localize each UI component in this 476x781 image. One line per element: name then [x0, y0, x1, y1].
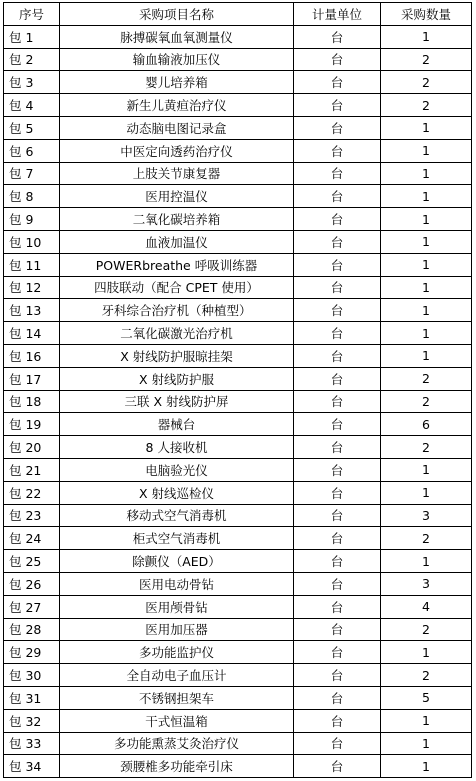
quantity-cell: 2	[381, 390, 472, 413]
quantity-cell: 1	[381, 344, 472, 367]
item-name-cell: 二氧化碳培养箱	[60, 208, 294, 231]
quantity-cell: 1	[381, 458, 472, 481]
header-item-name: 采购项目名称	[60, 3, 294, 26]
serial-no-cell: 包 17	[4, 367, 60, 390]
table-row	[4, 48, 472, 71]
quantity-cell: 1	[381, 481, 472, 504]
item-name-cell: 移动式空气消毒机	[60, 504, 294, 527]
table-row	[4, 732, 472, 755]
quantity-cell: 1	[381, 116, 472, 139]
table-row	[4, 755, 472, 778]
serial-no-cell: 包 13	[4, 299, 60, 322]
unit-cell: 台	[294, 276, 381, 299]
unit-cell: 台	[294, 527, 381, 550]
item-name-cell: 干式恒温箱	[60, 709, 294, 732]
unit-cell: 台	[294, 230, 381, 253]
serial-no-cell: 包 16	[4, 344, 60, 367]
serial-no-cell: 包 26	[4, 572, 60, 595]
unit-cell: 台	[294, 208, 381, 231]
unit-cell: 台	[294, 618, 381, 641]
table-row	[4, 116, 472, 139]
item-name-cell: X 射线防护服晾挂架	[60, 344, 294, 367]
quantity-cell: 1	[381, 299, 472, 322]
serial-no-cell: 包 21	[4, 458, 60, 481]
unit-cell: 台	[294, 344, 381, 367]
serial-no-cell: 包 29	[4, 641, 60, 664]
table-row	[4, 185, 472, 208]
unit-cell: 台	[294, 664, 381, 687]
quantity-cell: 3	[381, 572, 472, 595]
unit-cell: 台	[294, 116, 381, 139]
quantity-cell: 5	[381, 686, 472, 709]
quantity-cell: 1	[381, 322, 472, 345]
item-name-cell: 医用加压器	[60, 618, 294, 641]
item-name-cell: 二氧化碳激光治疗机	[60, 322, 294, 345]
quantity-cell: 2	[381, 527, 472, 550]
unit-cell: 台	[294, 550, 381, 573]
serial-no-cell: 包 14	[4, 322, 60, 345]
unit-cell: 台	[294, 322, 381, 345]
item-name-cell: 电脑验光仪	[60, 458, 294, 481]
table-row	[4, 230, 472, 253]
item-name-cell: 不锈钢担架车	[60, 686, 294, 709]
table-header	[4, 3, 472, 26]
quantity-cell: 2	[381, 48, 472, 71]
item-name-cell: 除颤仪（AED）	[60, 550, 294, 573]
unit-cell: 台	[294, 390, 381, 413]
header-serial-no: 序号	[4, 3, 60, 26]
table-row	[4, 322, 472, 345]
item-name-cell: 脉搏碳氧血氧测量仪	[60, 25, 294, 48]
item-name-cell: 医用颅骨钻	[60, 595, 294, 618]
serial-no-cell: 包 8	[4, 185, 60, 208]
quantity-cell: 1	[381, 755, 472, 778]
serial-no-cell: 包 9	[4, 208, 60, 231]
serial-no-cell: 包 2	[4, 48, 60, 71]
serial-no-cell: 包 30	[4, 664, 60, 687]
quantity-cell: 2	[381, 71, 472, 94]
item-name-cell: X 射线防护服	[60, 367, 294, 390]
item-name-cell: 血液加温仪	[60, 230, 294, 253]
table-row	[4, 504, 472, 527]
unit-cell: 台	[294, 641, 381, 664]
item-name-cell: 8 人接收机	[60, 436, 294, 459]
unit-cell: 台	[294, 572, 381, 595]
serial-no-cell: 包 18	[4, 390, 60, 413]
serial-no-cell: 包 11	[4, 253, 60, 276]
unit-cell: 台	[294, 504, 381, 527]
item-name-cell: 多功能监护仪	[60, 641, 294, 664]
item-name-cell: 牙科综合治疗机（种植型）	[60, 299, 294, 322]
quantity-cell: 1	[381, 732, 472, 755]
table-row	[4, 208, 472, 231]
quantity-cell: 1	[381, 253, 472, 276]
item-name-cell: 婴儿培养箱	[60, 71, 294, 94]
serial-no-cell: 包 10	[4, 230, 60, 253]
quantity-cell: 1	[381, 208, 472, 231]
table-row	[4, 25, 472, 48]
unit-cell: 台	[294, 94, 381, 117]
serial-no-cell: 包 23	[4, 504, 60, 527]
item-name-cell: 全自动电子血压计	[60, 664, 294, 687]
quantity-cell: 2	[381, 436, 472, 459]
table-row	[4, 709, 472, 732]
item-name-cell: 柜式空气消毒机	[60, 527, 294, 550]
quantity-cell: 1	[381, 25, 472, 48]
item-name-cell: POWERbreathe 呼吸训练器	[60, 253, 294, 276]
item-name-cell: 颈腰椎多功能牵引床	[60, 755, 294, 778]
quantity-cell: 6	[381, 413, 472, 436]
table-row	[4, 641, 472, 664]
serial-no-cell: 包 32	[4, 709, 60, 732]
table-row	[4, 299, 472, 322]
quantity-cell: 1	[381, 139, 472, 162]
procurement-table	[3, 2, 472, 778]
table-row	[4, 162, 472, 185]
table-row	[4, 436, 472, 459]
item-name-cell: 器械台	[60, 413, 294, 436]
unit-cell: 台	[294, 595, 381, 618]
serial-no-cell: 包 6	[4, 139, 60, 162]
table-row	[4, 367, 472, 390]
table-row	[4, 390, 472, 413]
table-row	[4, 344, 472, 367]
header-quantity: 采购数量	[381, 3, 472, 26]
quantity-cell: 1	[381, 550, 472, 573]
serial-no-cell: 包 27	[4, 595, 60, 618]
serial-no-cell: 包 34	[4, 755, 60, 778]
unit-cell: 台	[294, 436, 381, 459]
unit-cell: 台	[294, 481, 381, 504]
table-row	[4, 458, 472, 481]
item-name-cell: 三联 X 射线防护屏	[60, 390, 294, 413]
table-row	[4, 481, 472, 504]
serial-no-cell: 包 25	[4, 550, 60, 573]
unit-cell: 台	[294, 25, 381, 48]
item-name-cell: 四肢联动（配合 CPET 使用）	[60, 276, 294, 299]
table-row	[4, 71, 472, 94]
serial-no-cell: 包 28	[4, 618, 60, 641]
table-row	[4, 413, 472, 436]
table-row	[4, 664, 472, 687]
unit-cell: 台	[294, 162, 381, 185]
unit-cell: 台	[294, 413, 381, 436]
quantity-cell: 1	[381, 641, 472, 664]
serial-no-cell: 包 19	[4, 413, 60, 436]
quantity-cell: 3	[381, 504, 472, 527]
serial-no-cell: 包 20	[4, 436, 60, 459]
unit-cell: 台	[294, 732, 381, 755]
quantity-cell: 2	[381, 664, 472, 687]
unit-cell: 台	[294, 299, 381, 322]
serial-no-cell: 包 7	[4, 162, 60, 185]
unit-cell: 台	[294, 71, 381, 94]
serial-no-cell: 包 12	[4, 276, 60, 299]
quantity-cell: 1	[381, 709, 472, 732]
table-row	[4, 527, 472, 550]
quantity-cell: 4	[381, 595, 472, 618]
serial-no-cell: 包 22	[4, 481, 60, 504]
table-row	[4, 572, 472, 595]
unit-cell: 台	[294, 709, 381, 732]
table-row	[4, 686, 472, 709]
item-name-cell: X 射线巡检仪	[60, 481, 294, 504]
item-name-cell: 中医定向透药治疗仪	[60, 139, 294, 162]
serial-no-cell: 包 1	[4, 25, 60, 48]
serial-no-cell: 包 24	[4, 527, 60, 550]
table-row	[4, 618, 472, 641]
unit-cell: 台	[294, 755, 381, 778]
quantity-cell: 2	[381, 618, 472, 641]
unit-cell: 台	[294, 139, 381, 162]
header-unit: 计量单位	[294, 3, 381, 26]
serial-no-cell: 包 3	[4, 71, 60, 94]
item-name-cell: 医用控温仪	[60, 185, 294, 208]
serial-no-cell: 包 31	[4, 686, 60, 709]
table-row	[4, 94, 472, 117]
item-name-cell: 输血输液加压仪	[60, 48, 294, 71]
quantity-cell: 2	[381, 367, 472, 390]
table-row	[4, 595, 472, 618]
quantity-cell: 2	[381, 94, 472, 117]
unit-cell: 台	[294, 367, 381, 390]
serial-no-cell: 包 4	[4, 94, 60, 117]
quantity-cell: 1	[381, 276, 472, 299]
table-row	[4, 139, 472, 162]
table-row	[4, 550, 472, 573]
item-name-cell: 动态脑电图记录盒	[60, 116, 294, 139]
table-row	[4, 253, 472, 276]
item-name-cell: 上肢关节康复器	[60, 162, 294, 185]
serial-no-cell: 包 5	[4, 116, 60, 139]
unit-cell: 台	[294, 185, 381, 208]
unit-cell: 台	[294, 48, 381, 71]
unit-cell: 台	[294, 686, 381, 709]
item-name-cell: 多功能熏蒸艾灸治疗仪	[60, 732, 294, 755]
item-name-cell: 新生儿黄疸治疗仪	[60, 94, 294, 117]
quantity-cell: 1	[381, 162, 472, 185]
quantity-cell: 1	[381, 230, 472, 253]
header-row	[4, 3, 472, 26]
unit-cell: 台	[294, 458, 381, 481]
serial-no-cell: 包 33	[4, 732, 60, 755]
quantity-cell: 1	[381, 185, 472, 208]
unit-cell: 台	[294, 253, 381, 276]
table-row	[4, 276, 472, 299]
table-body	[4, 25, 472, 777]
item-name-cell: 医用电动骨钻	[60, 572, 294, 595]
